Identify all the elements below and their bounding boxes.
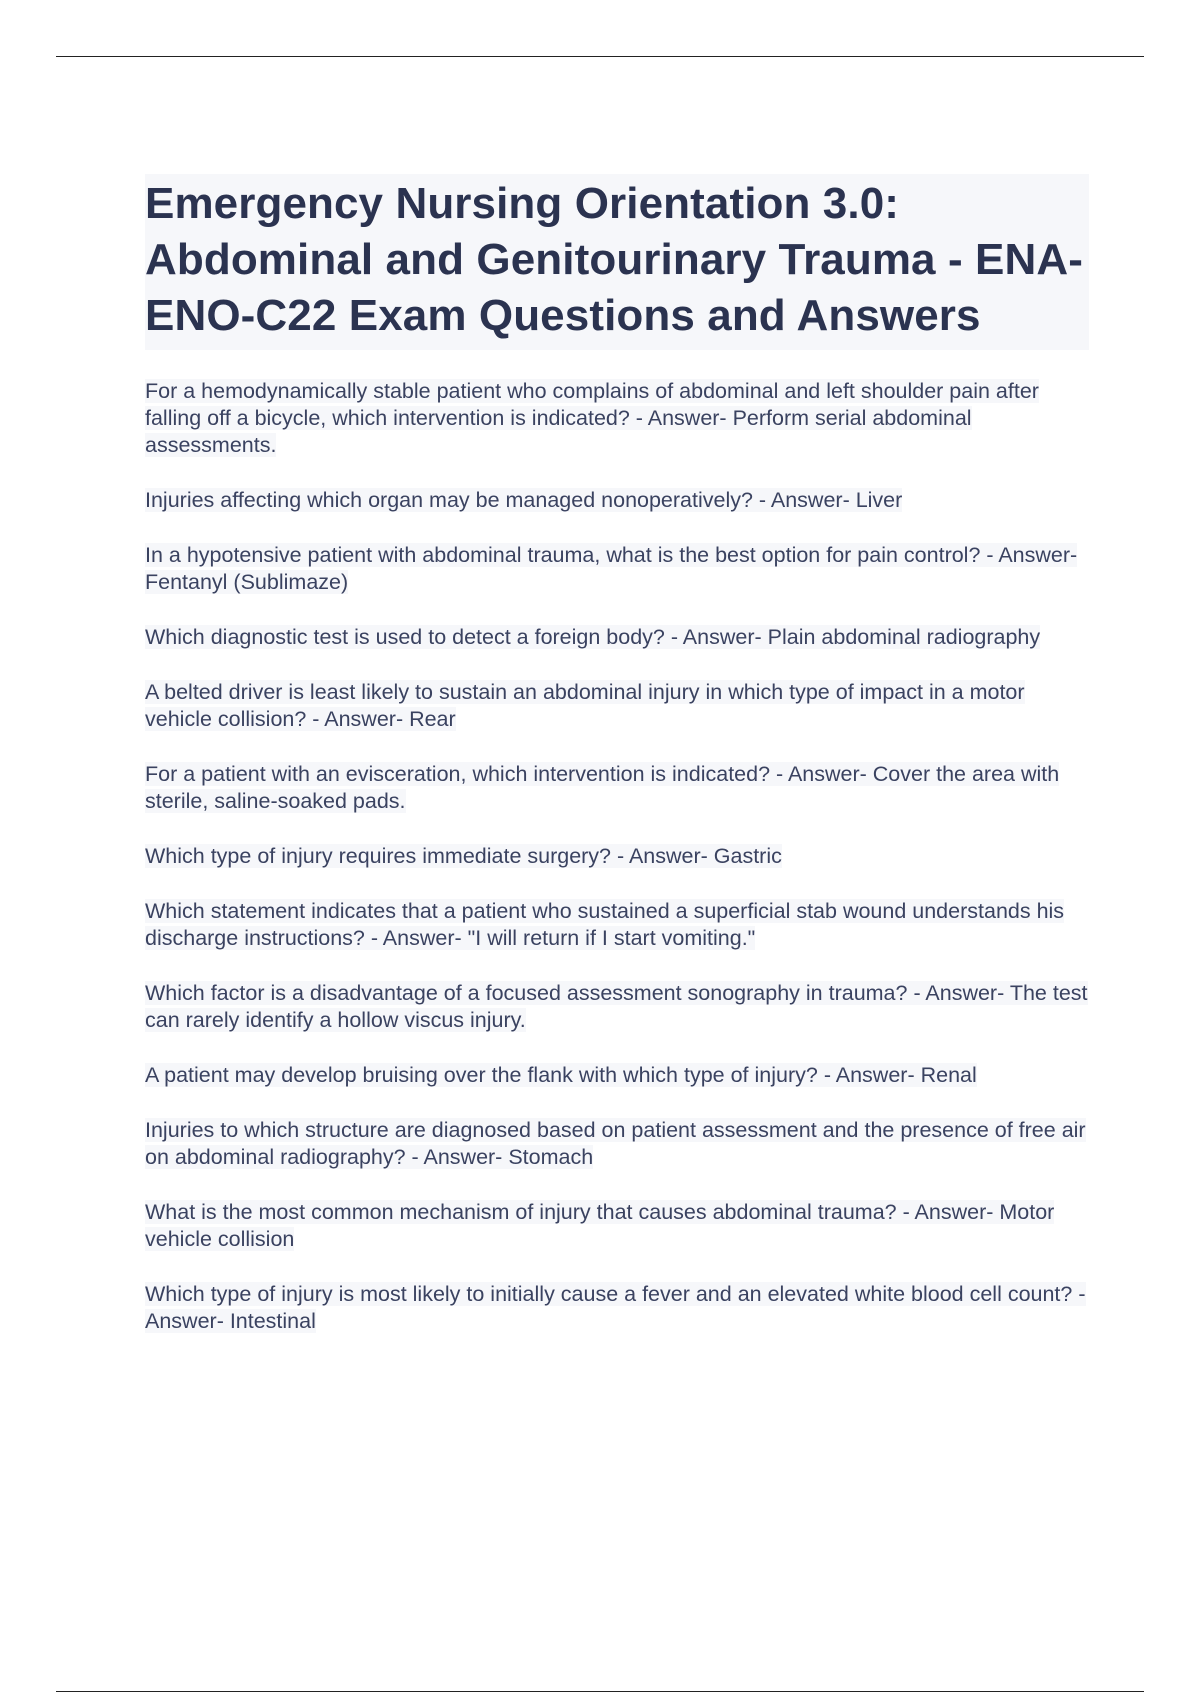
qa-item (145, 624, 1089, 651)
qa-item (145, 1281, 1089, 1335)
qa-item (145, 843, 1089, 870)
qa-text: What is the most common mechanism of injury that causes abdominal trauma? - Answer- Motor vehicle collision (145, 1200, 1055, 1251)
document-body (145, 174, 1089, 1363)
qa-text: Which statement indicates that a patient who sustained a superficial stab wound understands his discharge instructions? - Answer- "I will return if I start vomiting." (145, 899, 1065, 950)
document-title: Emergency Nursing Orientation 3.0: Abdominal and Genitourinary Trauma - ENA-ENO-C22 Exam Questions and Answers (145, 179, 1083, 340)
qa-text: In a hypotensive patient with abdominal trauma, what is the best option for pain control? - Answer- Fentanyl (Sublimaze) (145, 543, 1078, 594)
title-block (145, 174, 1089, 350)
bottom-rule (56, 1691, 1144, 1692)
qa-item (145, 761, 1089, 815)
qa-item (145, 1062, 1089, 1089)
qa-text: For a patient with an evisceration, which intervention is indicated? - Answer- Cover the area with sterile, saline-soaked pads. (145, 762, 1060, 813)
qa-text: Which factor is a disadvantage of a focused assessment sonography in trauma? - Answer- The test can rarely identify a hollow viscus injury. (145, 981, 1088, 1032)
qa-text: Which diagnostic test is used to detect a foreign body? - Answer- Plain abdominal radiography (145, 625, 1041, 649)
qa-text: A patient may develop bruising over the flank with which type of injury? - Answer- Renal (145, 1063, 977, 1087)
qa-text: A belted driver is least likely to sustain an abdominal injury in which type of impact in a motor vehicle collision? - Answer- Rear (145, 680, 1025, 731)
qa-text: Injuries affecting which organ may be managed nonoperatively? - Answer- Liver (145, 488, 903, 512)
top-rule (56, 56, 1144, 57)
qa-text: Which type of injury requires immediate surgery? - Answer- Gastric (145, 844, 782, 868)
qa-list (145, 378, 1089, 1335)
qa-item (145, 898, 1089, 952)
qa-item (145, 980, 1089, 1034)
qa-item (145, 378, 1089, 459)
qa-item (145, 1199, 1089, 1253)
qa-item (145, 487, 1089, 514)
qa-item (145, 679, 1089, 733)
qa-text: For a hemodynamically stable patient who complains of abdominal and left shoulder pain after falling off a bicycle, which intervention is indicated? - Answer- Perform serial abdominal assessments. (145, 379, 1039, 457)
qa-text: Injuries to which structure are diagnosed based on patient assessment and the presence of free air on abdominal radiography? - Answer- Stomach (145, 1118, 1086, 1169)
qa-item (145, 542, 1089, 596)
qa-item (145, 1117, 1089, 1171)
qa-text: Which type of injury is most likely to initially cause a fever and an elevated white blood cell count? - Answer- Intestinal (145, 1282, 1086, 1333)
